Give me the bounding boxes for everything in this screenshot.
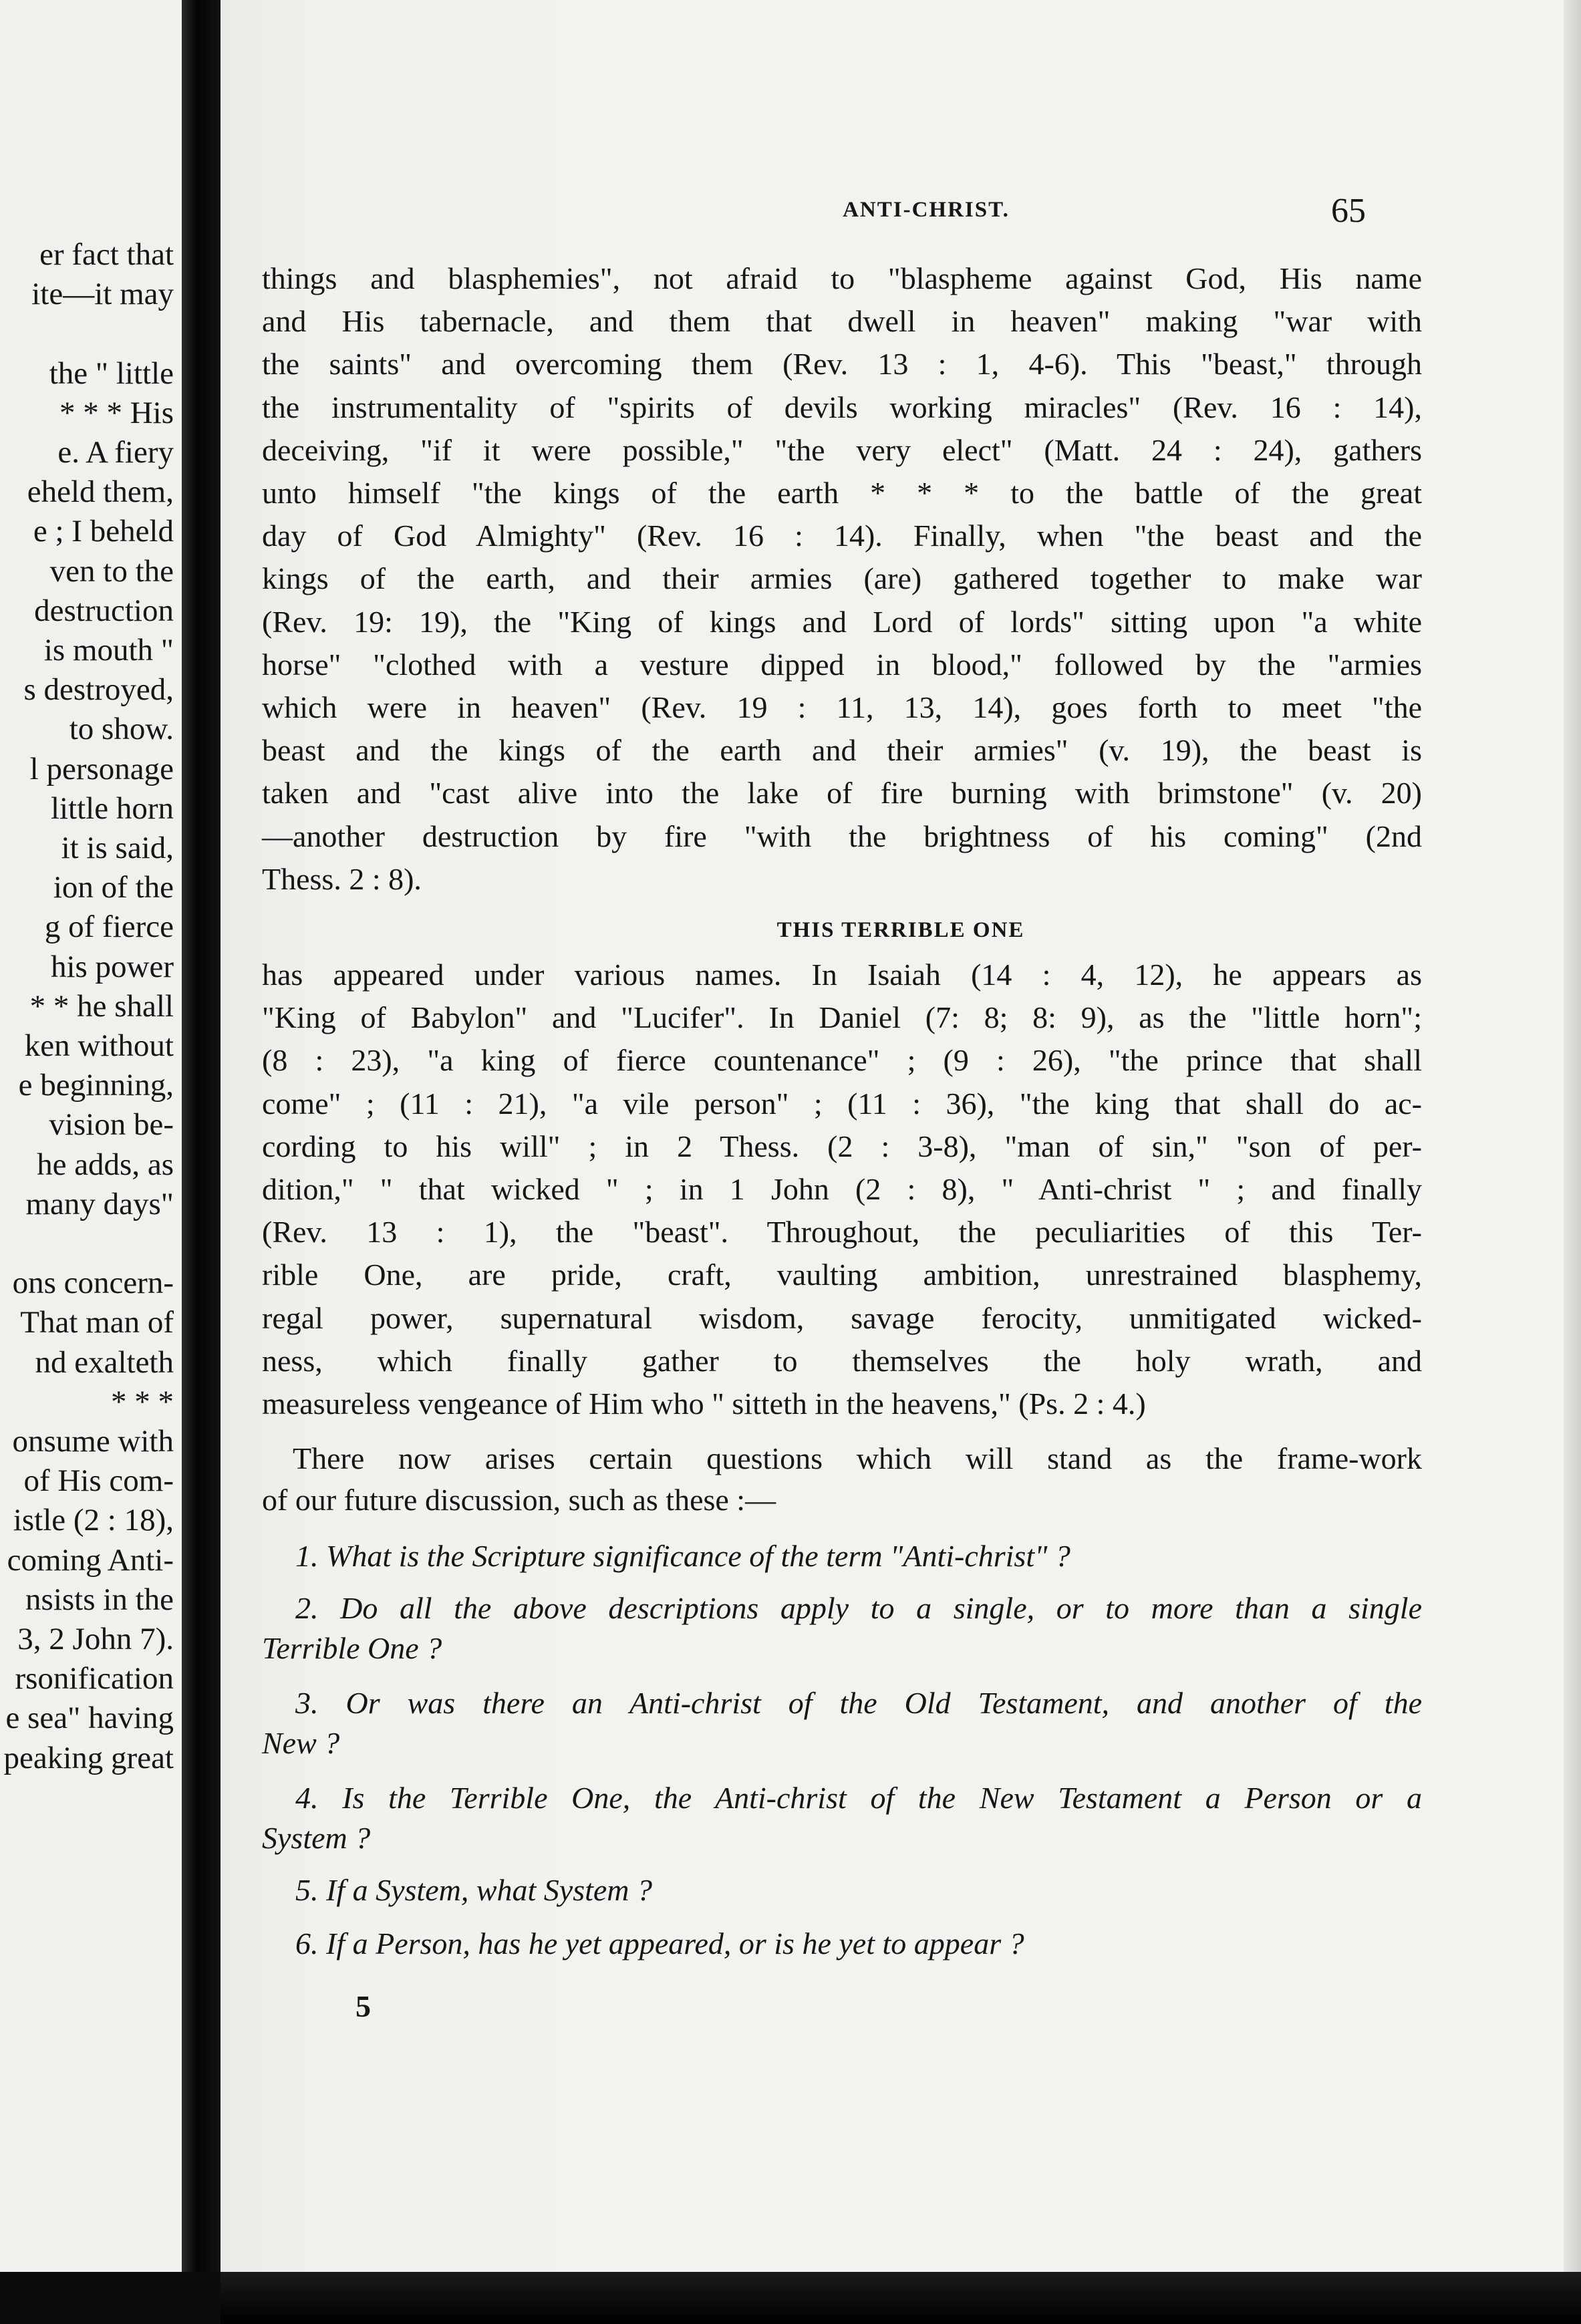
facing-page-line: 3, 2 John 7). [17,1622,174,1656]
question-line: 4. Is the Terrible One, the Anti-christ of the New Testament a Person or a [295,1781,1422,1815]
facing-page-line: er fact that [39,237,174,272]
paragraph-line: of our future discussion, such as these :— [262,1483,776,1517]
facing-page-line: little horn [50,790,174,826]
paragraph-line: which were in heaven" (Rev. 19 : 11, 13, 14), goes forth to meet "the [262,690,1422,724]
question-line: 2. Do all the above descriptions apply to a single, or to more than a single [295,1591,1422,1625]
paragraph-line: kings of the earth, and their armies (are) gathered together to make war [262,561,1422,596]
facing-page-line: * * * His [59,395,174,430]
facing-page-line: coming Anti- [7,1542,174,1578]
question-line: 3. Or was there an Anti-christ of the Old Testament, and another of the [295,1686,1422,1720]
book-page [221,0,1581,2272]
paragraph-line: (Rev. 13 : 1), the "beast". Throughout, the peculiarities of this Ter- [262,1215,1422,1250]
facing-page-line: ken without [24,1028,174,1063]
facing-page-fragment [0,0,182,2272]
paragraph-line: and His tabernacle, and them that dwell in heaven" making "war with [262,304,1422,339]
facing-page-line: the " little [49,355,174,391]
paragraph-line: the instrumentality of "spirits of devils working miracles" (Rev. 16 : 14), [262,390,1422,424]
facing-page-line: e. A fiery [57,435,174,470]
facing-page-line: is mouth " [43,633,174,668]
question-line: 6. If a Person, has he yet appeared, or is he yet to appear ? [295,1926,1024,1960]
facing-page-line: his power [50,949,174,984]
paragraph-line: (8 : 23), "a king of fierce countenance" ; (9 : 26), "the prince that shall [262,1043,1422,1078]
facing-page-line: onsume with [12,1424,174,1459]
facing-page-line: nsists in the [25,1582,174,1617]
facing-page-line: l personage [29,751,174,786]
paragraph-line: —another destruction by fire "with the brightness of his coming" (2nd [262,819,1422,853]
facing-page-line: That man of [20,1305,174,1340]
paragraph-line: rible One, are pride, craft, vaulting ambition, unrestrained blasphemy, [262,1258,1422,1292]
facing-page-line: of His com- [23,1463,174,1499]
paragraph-line: taken and "cast alive into the lake of fire burning with brimstone" (v. 20) [262,776,1422,811]
facing-page-line: he adds, as [37,1147,174,1182]
question-line: 1. What is the Scripture significance of the term "Anti-christ" ? [295,1539,1070,1573]
facing-page-line: ite—it may [31,277,174,312]
facing-page-line: eheld them, [27,474,174,510]
paragraph-line: ness, which finally gather to themselves the holy wrath, and [262,1343,1422,1378]
paragraph-line: Thess. 2 : 8). [262,861,422,896]
question-line: System ? [262,1821,371,1855]
paragraph-line: There now arises certain questions which will stand as the frame-work [293,1441,1422,1475]
section-subheading: THIS TERRIBLE ONE [776,918,1025,942]
running-head: ANTI-CHRIST. [843,198,1010,222]
paragraph-line: cording to his will" ; in 2 Thess. (2 : 3-8), "man of sin," "son of per- [262,1129,1422,1163]
facing-page-line: e ; I beheld [33,514,174,549]
facing-page-line: rsonification [15,1661,174,1697]
paragraph-line: dition," " that wicked " ; in 1 John (2 : 8), " Anti-christ " ; and finally [262,1172,1422,1206]
facing-page-line: peaking great [3,1740,174,1775]
facing-page-line: e beginning, [18,1068,174,1103]
paragraph-line: (Rev. 19: 19), the "King of kings and Lord of lords" sitting upon "a white [262,604,1422,639]
facing-page-line: * * * [111,1384,174,1419]
paragraph-line: deceiving, "if it were possible," "the very elect" (Matt. 24 : 24), gathers [262,432,1422,467]
paragraph-line: horse" "clothed with a vesture dipped in blood," followed by the "armies [262,647,1422,682]
paragraph-line: day of God Almighty" (Rev. 16 : 14). Finally, when "the beast and the [262,519,1422,553]
facing-page-line: e sea" having [5,1701,174,1736]
facing-page-line: many days" [25,1186,174,1221]
paragraph-line: regal power, supernatural wisdom, savage ferocity, unmitigated wicked- [262,1300,1422,1335]
facing-page-line: it is said, [61,831,174,865]
facing-page-line: istle (2 : 18), [13,1503,174,1538]
facing-page-line: ven to the [49,553,174,589]
paragraph-line: things and blasphemies", not afraid to "blaspheme against God, His name [262,261,1422,295]
paragraph-line: has appeared under various names. In Isaiah (14 : 4, 12), he appears as [262,958,1422,992]
facing-page-line: ion of the [53,870,174,905]
paragraph-line: beast and the kings of the earth and their armies" (v. 19), the beast is [262,733,1422,768]
facing-page-line: s destroyed, [23,672,174,708]
question-line: New ? [262,1726,340,1760]
question-line: Terrible One ? [262,1631,442,1665]
paragraph-line: the saints" and overcoming them (Rev. 13 : 1, 4-6). This "beast," through [262,347,1422,382]
facing-page-line: ons concern- [12,1266,174,1301]
scan-bottom-edge [221,2272,1581,2324]
paragraph-line: "King of Babylon" and "Lucifer". In Daniel (7: 8; 8: 9), as the "little horn"; [262,1000,1422,1035]
page-number: 65 [1331,192,1366,230]
facing-page-line: vision be- [49,1107,174,1143]
paragraph-line: measureless vengeance of Him who " sitteth in the heavens," (Ps. 2 : 4.) [262,1387,1146,1421]
question-line: 5. If a System, what System ? [295,1873,653,1907]
paragraph-line: unto himself "the kings of the earth * * * to the battle of the great [262,476,1422,510]
facing-page-line: destruction [34,593,174,628]
facing-page-line: * * he shall [29,988,174,1024]
paragraph-line: come" ; (11 : 21), "a vile person" ; (11 : 36), "the king that shall do ac- [262,1086,1422,1121]
page-edge-shadow [1564,0,1581,2272]
book-gutter [182,0,221,2272]
facing-page-line: nd exalteth [35,1344,174,1380]
facing-page-line: to show. [69,712,174,747]
signature-mark: 5 [355,1989,371,2023]
facing-page-line: g of fierce [44,909,174,945]
